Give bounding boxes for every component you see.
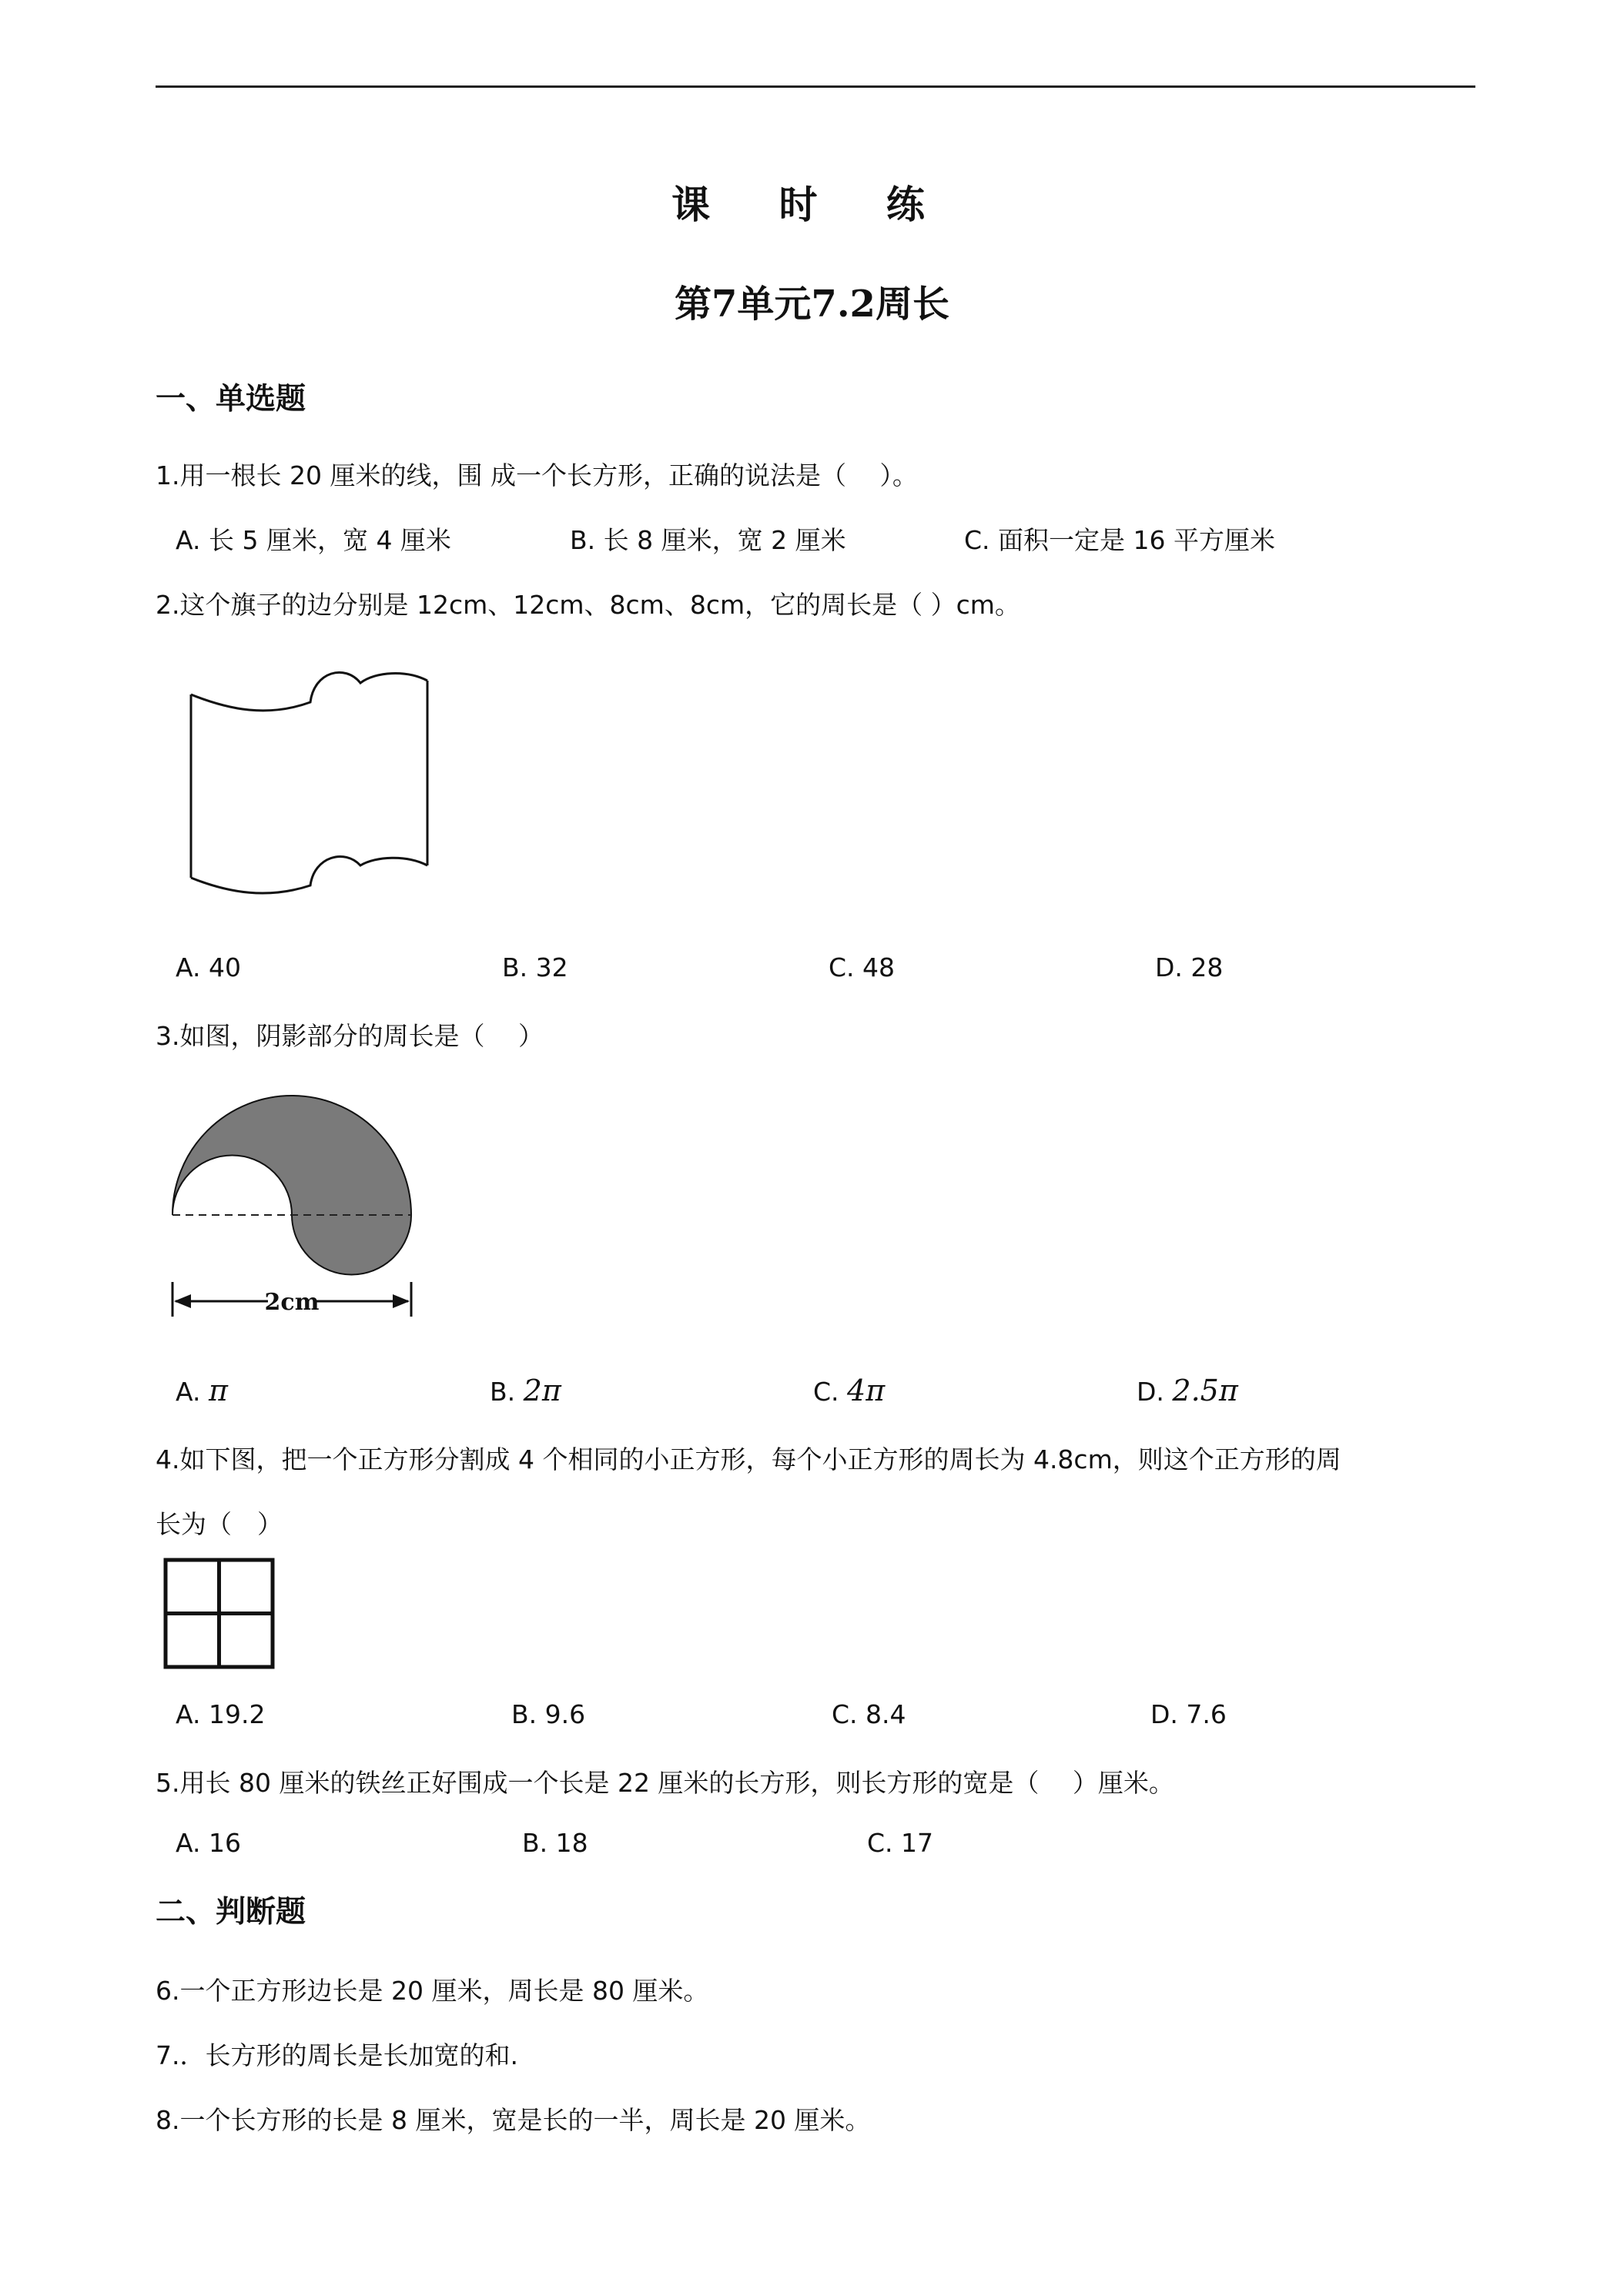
question-4-option-c: C. 8.4 [832,1699,906,1729]
question-3-option-d [1137,1374,1238,1407]
question-3-text: 3.如图，阴影部分的周长是（ ） [156,1021,544,1051]
question-1-text: 1.用一根长 20 厘米的线，围 成一个长方形，正确的说法是（ ）。 [156,460,918,490]
question-4-option-b: B. 9.6 [511,1699,586,1729]
question-2-option-b: B. 32 [502,952,568,982]
dimension-label: 2cm [264,1289,320,1316]
flag-figure [183,664,437,904]
question-3-option-a-value: π [208,1374,228,1407]
header-rule [156,85,1475,88]
question-2-option-c: C. 48 [829,952,896,982]
question-3-option-a-letter: A. [176,1377,201,1407]
question-3-option-a [176,1374,228,1407]
question-1-option-c: C. 面积一定是 16 平方厘米 [964,525,1275,555]
question-5-option-c: C. 17 [867,1828,934,1858]
question-4-text-line-2: 长为（ ） [156,1509,283,1539]
question-4-option-a: A. 19.2 [176,1699,266,1729]
question-3-option-c-letter: C. [813,1377,839,1407]
question-3-option-d-letter: D. [1137,1377,1164,1407]
question-4-option-d: D. 7.6 [1150,1699,1227,1729]
question-5-option-a: A. 16 [176,1828,241,1858]
question-8-text: 8.一个长方形的长是 8 厘米，宽是长的一半，周长是 20 厘米。 [156,2105,871,2135]
shaded-arc-figure [168,1086,422,1324]
question-2-option-d: D. 28 [1155,952,1224,982]
square-grid-figure [163,1558,275,1669]
page-title: 课 时 练 [671,182,953,227]
section-heading-true-false: 二、判断题 [156,1895,306,1930]
question-1-option-a: A. 长 5 厘米，宽 4 厘米 [176,525,451,555]
question-5-option-b: B. 18 [522,1828,588,1858]
question-4-text-line-1: 4.如下图，把一个正方形分割成 4 个相同的小正方形，每个小正方形的周长为 4.8cm，则这个正方形的周 [156,1444,1341,1474]
question-1-option-b: B. 长 8 厘米，宽 2 厘米 [570,525,846,555]
page-subtitle: 第7单元7.2周长 [675,283,949,326]
question-3-option-c [813,1374,885,1407]
question-3-option-b-value: 2π [523,1374,561,1407]
question-3-option-d-value: 2.5π [1172,1374,1238,1407]
question-3-option-b [490,1374,561,1407]
question-2-option-a: A. 40 [176,952,241,982]
question-3-option-b-letter: B. [490,1377,516,1407]
question-3-option-c-value: 4π [847,1374,886,1407]
section-heading-single-choice: 一、单选题 [156,382,306,417]
question-6-text: 6.一个正方形边长是 20 厘米，周长是 80 厘米。 [156,1976,709,2006]
question-7-text: 7.．长方形的周长是长加宽的和. [156,2040,518,2070]
question-5-text: 5.用长 80 厘米的铁丝正好围成一个长是 22 厘米的长方形，则长方形的宽是（ ）厘米。 [156,1768,1174,1798]
question-2-text: 2.这个旗子的边分别是 12cm、12cm、8cm、8cm，它的周长是（ ）cm。 [156,590,1020,620]
